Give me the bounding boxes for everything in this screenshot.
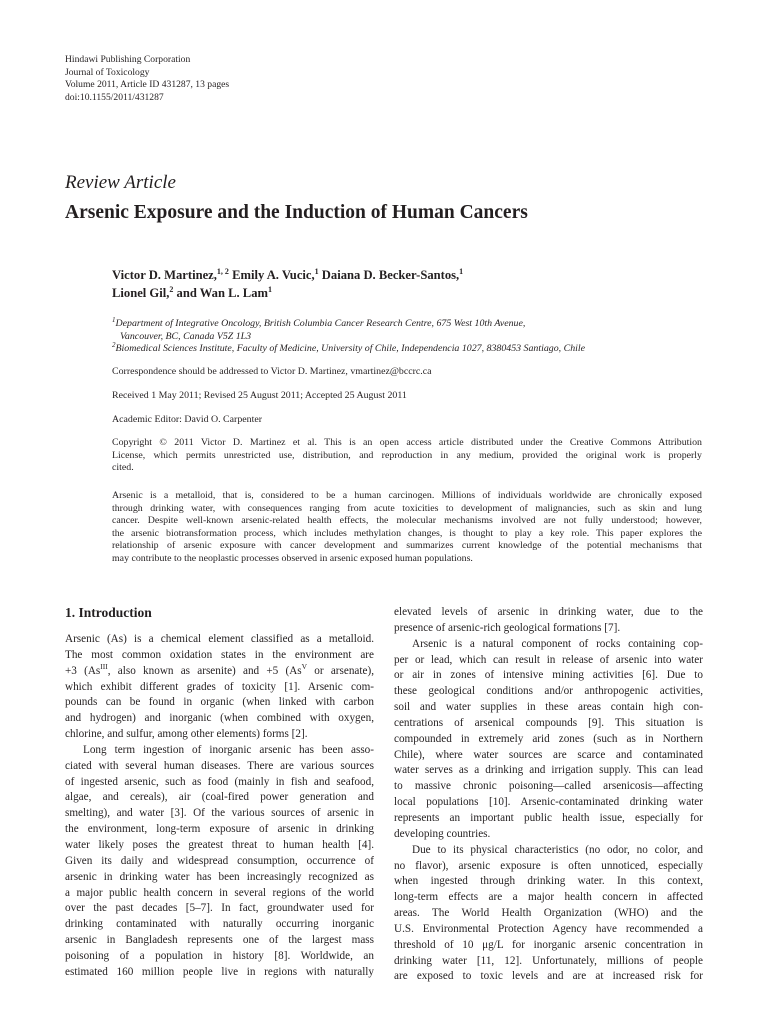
abstract-line: through drinking water, with consequences ranging from acute toxicities to development of malignancies, such as skin and lung xyxy=(112,502,702,514)
body-line: long-term effects are a major health concern in affected xyxy=(394,891,703,904)
author-affil-ref: 2 xyxy=(169,285,174,294)
body-line: threshold of 10 μg/L for inorganic arsenic concentration in xyxy=(394,938,703,951)
body-line: Long term ingestion of inorganic arsenic has been asso- xyxy=(83,743,374,756)
article-title: Arsenic Exposure and the Induction of Human Cancers xyxy=(65,202,528,223)
body-column-left xyxy=(65,632,374,981)
abstract-line: cancer. Despite well-known arsenic-related health effects, the molecular mechanisms involved are not fully understood; however, xyxy=(112,515,702,527)
body-line: estimated 160 million people live in regions with naturally xyxy=(65,965,374,978)
text-run: or arsenate), xyxy=(307,664,374,677)
body-line: presence of arsenic-rich geological formations [7]. xyxy=(394,621,621,634)
text-run: +3 (As xyxy=(65,664,101,677)
body-line: elevated levels of arsenic in drinking water, due to the xyxy=(394,606,703,618)
superscript: V xyxy=(301,663,308,671)
text-run: , also known as arsenite) and +5 (As xyxy=(107,664,302,677)
body-line: of ingested arsenic, such as food (mainly in fish and seafood, xyxy=(65,775,374,788)
copyright-line: License, which permits unrestricted use, distribution, and reproduction in any medium, provided the original work is properly xyxy=(112,449,702,461)
author-name: Emily A. Vucic, xyxy=(228,268,315,282)
journal-header xyxy=(65,54,229,104)
body-line: per or lead, which can result in release of arsenic into water xyxy=(394,653,703,666)
journal-name: Journal of Toxicology xyxy=(65,66,150,78)
body-line: and hydrogen) and inorganic (when combined with oxygen, xyxy=(65,712,374,725)
author-name: Victor D. Martinez, xyxy=(112,268,217,282)
copyright-line: Copyright © 2011 Victor D. Martinez et al. This is an open access article distributed under the Creative Commons Attribution xyxy=(112,437,702,448)
body-column-right xyxy=(394,605,703,985)
correspondence xyxy=(112,366,702,379)
affiliation-number: 1 xyxy=(112,316,116,324)
body-line: U.S. Environmental Protection Agency have recommended a xyxy=(394,922,703,935)
publisher-name: Hindawi Publishing Corporation xyxy=(65,54,191,65)
body-line: the environment, long-term exposure of arsenic in drinking xyxy=(65,823,374,836)
body-line: Given its daily and widespread consumption, occurrence of xyxy=(65,854,374,867)
body-line: water serves as a drinking and irrigation supply. This can lead xyxy=(394,764,703,777)
body-line: when ingested through drinking water. In this context, xyxy=(394,875,703,888)
body-line: Chile), where water sources are scarce and contaminated xyxy=(394,748,703,761)
body-line: compounded in extremely arid zones (such as in Northern xyxy=(394,732,703,745)
body-line: which exhibit different grades of toxicity [1]. Arsenic com- xyxy=(65,680,374,693)
body-line-oxidation xyxy=(65,664,374,680)
body-line: centrations of arsenical compounds [9]. This situation is xyxy=(394,716,703,729)
abstract-line: may contribute to the neoplastic processes observed in arsenic exposed human populations. xyxy=(112,552,473,564)
body-line: pounds can be found in organic (when linked with carbon xyxy=(65,696,374,709)
volume-info: Volume 2011, Article ID 431287, 13 pages xyxy=(65,79,230,91)
affiliation-number: 2 xyxy=(112,341,116,349)
body-line: areas. The World Health Organization (WHO) and the xyxy=(394,907,703,920)
author-affil-ref: 1 xyxy=(459,267,464,276)
body-line: water likely poses the greatest threat to human health [4]. xyxy=(65,838,374,851)
doi[interactable]: doi:10.1155/2011/431287 xyxy=(65,91,164,103)
body-line: or air in zones of intensive mining activities [6]. Due to xyxy=(394,669,703,682)
email-link[interactable]: vmartinez@bccrc.ca xyxy=(350,366,432,377)
body-line: represents an important public health issue, especially for xyxy=(394,811,703,824)
author-line-1 xyxy=(112,266,672,284)
author-line-2 xyxy=(112,284,672,302)
body-line: ciated with several human diseases. There are various sources xyxy=(65,759,374,772)
abstract-line: relationship of arsenic exposure with cancer development and summarizes current knowledge of the potential mechanisms that xyxy=(112,540,702,552)
copyright-notice xyxy=(112,437,702,475)
article-type: Review Article xyxy=(65,172,176,193)
abstract-line: the arsenic biotransformation process, which includes methylation changes, is thought to play a key role. This paper explores the xyxy=(112,527,702,539)
body-line: over the past decades [5–7]. In fact, groundwater used for xyxy=(65,902,374,915)
body-line: Arsenic is a natural component of rocks containing cop- xyxy=(412,637,703,650)
body-line: soil and water supplies in these areas contain high con- xyxy=(394,701,703,714)
body-line: developing countries. xyxy=(394,827,491,840)
body-line: arsenic in Bangladesh represents one of the largest mass xyxy=(65,934,374,947)
body-line: local populations [10]. Arsenic-contaminated drinking water xyxy=(394,796,703,809)
body-line: poisoning of a population in history [8]. Worldwide, an xyxy=(65,949,374,962)
body-line: are exposed to toxic levels and are at increased risk for xyxy=(394,970,703,983)
author-list xyxy=(112,266,672,302)
section-heading: 1. Introduction xyxy=(65,605,152,620)
affiliation-1 xyxy=(112,318,672,331)
body-line: no flavor), arsenic exposure is often unnoticed, especially xyxy=(394,859,703,872)
abstract xyxy=(112,490,702,566)
author-affil-ref: 1, 2 xyxy=(216,267,229,276)
correspondence-text: Correspondence should be addressed to Victor D. Martinez, xyxy=(112,366,351,377)
body-line: chlorine, and sulfur, among other elements) forms [2]. xyxy=(65,728,308,741)
author-affil-ref: 1 xyxy=(314,267,319,276)
body-line: these geological conditions and/or anthropogenic activities, xyxy=(394,685,703,698)
author-name: and Wan L. Lam xyxy=(173,286,268,300)
body-line: drinking water [11, 12]. Unfortunately, millions of people xyxy=(394,954,703,967)
affiliation-text: Biomedical Sciences Institute, Faculty of Medicine, University of Chile, Independencia 1027, 8380453 Santiago, Chile xyxy=(115,343,586,354)
body-line: algae, and cereals), air (coal-fired power generation and xyxy=(65,791,374,804)
affiliations xyxy=(112,318,672,356)
author-name: Lionel Gil, xyxy=(112,286,170,300)
abstract-line: Arsenic is a metalloid, that is, considered to be a human carcinogen. Millions of individuals worldwide are chronically exposed xyxy=(112,490,702,501)
affiliation-2 xyxy=(112,343,672,356)
affiliation-text: Department of Integrative Oncology, British Columbia Cancer Research Centre, 675 West 10th Avenue, xyxy=(115,318,526,329)
copyright-line: cited. xyxy=(112,462,134,473)
affiliation-1-cont: Vancouver, BC, Canada V5Z 1L3 xyxy=(120,330,252,342)
body-line: The most common oxidation states in the environment are xyxy=(65,648,374,661)
academic-editor: Academic Editor: David O. Carpenter xyxy=(112,414,262,425)
author-affil-ref: 1 xyxy=(268,285,272,294)
body-line: drinking contaminated with naturally occurring inorganic xyxy=(65,918,374,931)
superscript: III xyxy=(100,663,108,671)
body-line: Due to its physical characteristics (no odor, no color, and xyxy=(412,843,703,856)
body-line: a major public health concern in several regions of the world xyxy=(65,886,374,899)
article-dates: Received 1 May 2011; Revised 25 August 2011; Accepted 25 August 2011 xyxy=(112,390,407,401)
body-line: smelting), and water [3]. Of the various sources of arsenic in xyxy=(65,807,374,820)
body-line: to massive chronic poisoning—called arsenicosis—affecting xyxy=(394,780,703,793)
author-name: Daiana D. Becker-Santos, xyxy=(318,268,460,282)
body-line: arsenic in drinking water has been increasingly recognized as xyxy=(65,870,374,883)
body-line: Arsenic (As) is a chemical element classified as a metalloid. xyxy=(65,633,374,645)
